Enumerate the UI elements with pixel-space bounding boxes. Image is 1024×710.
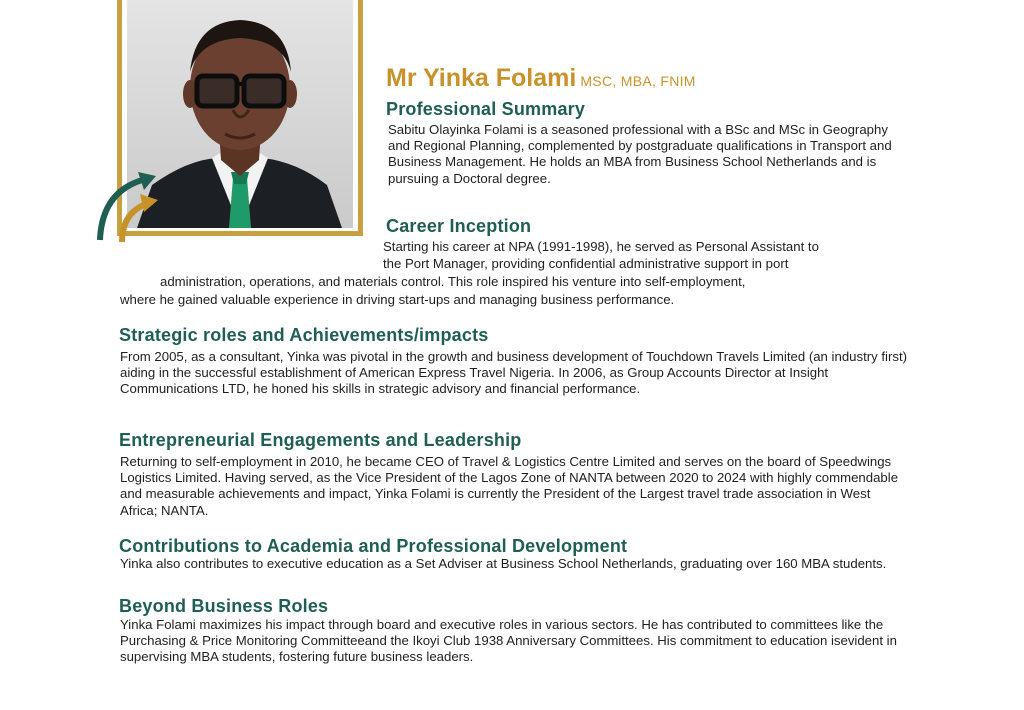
curved-arrows-icon — [92, 170, 162, 245]
entrepreneurial-heading: Entrepreneurial Engagements and Leadership — [119, 430, 522, 450]
academia-body: Yinka also contributes to executive education as a Set Adviser at Business School Netherlands, graduating over 160 MBA students. — [120, 556, 887, 571]
credentials: MSC, MBA, FNIM — [580, 73, 696, 89]
name-text: Mr Yinka Folami — [386, 64, 577, 92]
career-line-3: administration, operations, and materials control. This role inspired his venture into self-employment, — [160, 274, 746, 289]
career-line-2: the Port Manager, providing confidential administrative support in port — [383, 256, 789, 271]
beyond-body: Yinka Folami maximizes his impact through board and executive roles in various sectors. He has contributed to committees like the Purchasing & Price Monitoring Committeeand the Ikoyi Club 1938 Anniversary Committees. His commitment to education isevident in supervising MBA students, fostering future business leaders. — [120, 617, 897, 665]
academia-heading: Contributions to Academia and Professional Development — [119, 536, 628, 556]
person-name — [386, 64, 696, 93]
strategic-heading: Strategic roles and Achievements/impacts — [119, 325, 489, 345]
summary-body: Sabitu Olayinka Folami is a seasoned professional with a BSc and MSc in Geography and Regional Planning, complemented by postgraduate qualifications in Transport and Business Management. He holds an MBA from Business School Netherlands and is pursuing a Doctoral degree. — [388, 122, 892, 186]
career-heading: Career Inception — [386, 216, 532, 236]
career-line-1: Starting his career at NPA (1991-1998), he served as Personal Assistant to — [383, 239, 819, 254]
career-line-4: where he gained valuable experience in driving start-ups and managing business performance. — [120, 292, 675, 307]
summary-heading: Professional Summary — [386, 99, 586, 119]
entrepreneurial-body: Returning to self-employment in 2010, he became CEO of Travel & Logistics Centre Limited and serves on the board of Speedwings Logistics Limited. Having served, as the Vice President of the Lagos Zone of NANTA between 2020 to 2024 with highly commendable and measurable achievements and impact, Yinka Folami is currently the President of the Largest travel trade association in West Africa; NANTA. — [120, 454, 899, 518]
strategic-body: From 2005, as a consultant, Yinka was pivotal in the growth and business development of Touchdown Travels Limited (an industry first) aiding in the successful establishment of American Express Travel Nigeria. In 2006, as Group Accounts Director at Insight Communications LTD, he honed his skills in strategic advisory and financial performance. — [120, 349, 908, 397]
beyond-heading: Beyond Business Roles — [119, 596, 329, 616]
